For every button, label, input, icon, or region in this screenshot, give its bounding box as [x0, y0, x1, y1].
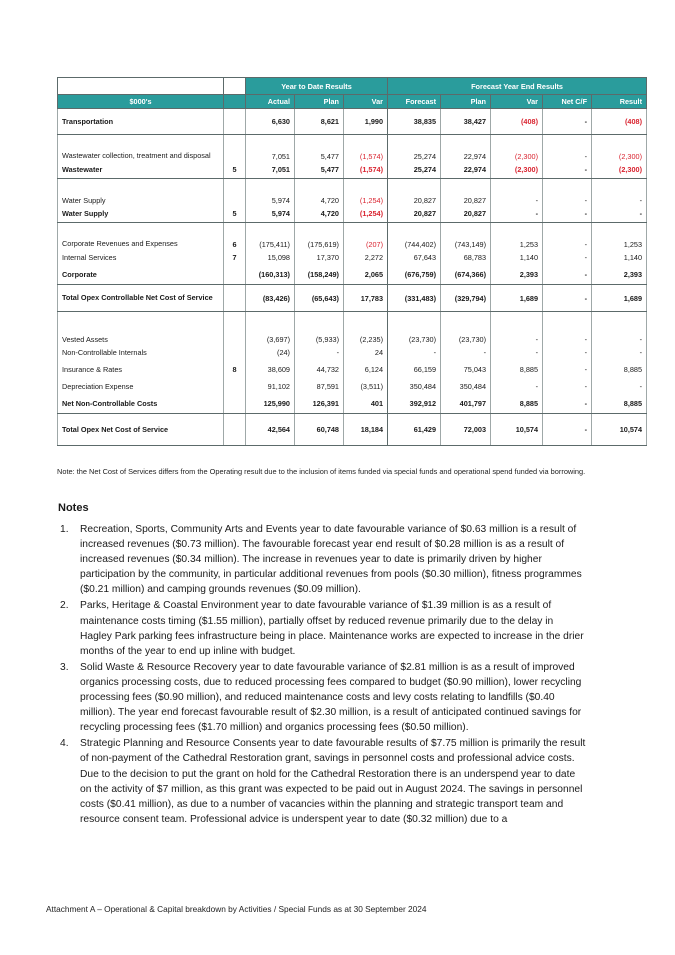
row-value: 6,630: [246, 109, 295, 135]
row-value: (5,933): [295, 312, 344, 344]
row-label: Corporate: [58, 266, 224, 285]
row-value: -: [592, 378, 647, 395]
row-value: 350,484: [441, 378, 491, 395]
row-value: 2,272: [344, 249, 388, 266]
row-value: (1,254): [344, 179, 388, 205]
row-value: (2,300): [491, 161, 543, 179]
row-value: (743,149): [441, 223, 491, 249]
col-header-var: Var: [344, 95, 388, 109]
row-value: 7,051: [246, 135, 295, 161]
row-value: 7,051: [246, 161, 295, 179]
row-label: Non-Controllable Internals: [58, 344, 224, 361]
row-label: Net Non-Controllable Costs: [58, 395, 224, 414]
row-value: (23,730): [441, 312, 491, 344]
group-header-blank: [58, 78, 224, 95]
row-value: (331,483): [388, 285, 441, 312]
note-text: Parks, Heritage & Coastal Environment year to date favourable variance of $1.39 million is as a result of maintenance costs timing ($1.55 million), partially offset by reduced revenue primarily due to the delay in Hagley Park parking fees infrastructure being in place. Maintenance works are expected to increase in the drier months of the year to end up inline with budget.: [80, 600, 584, 657]
row-value: 91,102: [246, 378, 295, 395]
row-value: -: [491, 378, 543, 395]
row-value: (2,300): [491, 135, 543, 161]
row-note-ref: [224, 414, 246, 446]
row-label: Water Supply: [58, 205, 224, 223]
row-value: 5,477: [295, 135, 344, 161]
note-number: 3.: [60, 661, 69, 673]
group-header-blank: [224, 78, 246, 95]
row-note-ref: [224, 344, 246, 361]
col-header-net-cf: Net C/F: [543, 95, 592, 109]
financial-summary-table: [57, 77, 647, 446]
table-row: [58, 378, 647, 395]
subtotal-row: [58, 285, 647, 312]
row-label: Vested Assets: [58, 312, 224, 344]
row-value: 22,974: [441, 161, 491, 179]
col-header-forecast-plan: Plan: [441, 95, 491, 109]
row-value: 1,689: [491, 285, 543, 312]
row-value: -: [491, 205, 543, 223]
row-value: 44,732: [295, 361, 344, 378]
table-row: [58, 135, 647, 161]
row-value: 401: [344, 395, 388, 414]
row-value: (674,366): [441, 266, 491, 285]
subtotal-row: [58, 109, 647, 135]
row-value: -: [543, 249, 592, 266]
row-value: 1,253: [592, 223, 647, 249]
row-value: (2,235): [344, 312, 388, 344]
row-value: 5,974: [246, 179, 295, 205]
row-label: Wastewater: [58, 161, 224, 179]
row-value: -: [592, 205, 647, 223]
row-note-ref: [224, 312, 246, 344]
row-value: 10,574: [491, 414, 543, 446]
group-header-row: [58, 78, 647, 95]
row-value: 87,591: [295, 378, 344, 395]
row-note-ref: 5: [224, 161, 246, 179]
row-value: -: [543, 344, 592, 361]
row-note-ref: [224, 266, 246, 285]
row-value: -: [491, 312, 543, 344]
row-value: 24: [344, 344, 388, 361]
row-value: 38,835: [388, 109, 441, 135]
table-row: [58, 223, 647, 249]
row-value: -: [543, 266, 592, 285]
column-header-row: [58, 95, 647, 109]
row-value: 38,609: [246, 361, 295, 378]
row-label: Corporate Revenues and Expenses: [58, 223, 224, 249]
row-label: Transportation: [58, 109, 224, 135]
row-value: (744,402): [388, 223, 441, 249]
row-value: 67,643: [388, 249, 441, 266]
row-note-ref: [224, 179, 246, 205]
row-value: 10,574: [592, 414, 647, 446]
row-value: -: [491, 344, 543, 361]
row-value: -: [543, 109, 592, 135]
row-note-ref: [224, 395, 246, 414]
subtotal-row: [58, 414, 647, 446]
row-value: (1,574): [344, 135, 388, 161]
row-value: 17,370: [295, 249, 344, 266]
row-value: 38,427: [441, 109, 491, 135]
col-header-plan: Plan: [295, 95, 344, 109]
row-value: 8,621: [295, 109, 344, 135]
row-note-ref: 5: [224, 205, 246, 223]
table-row: [58, 312, 647, 344]
row-label: Internal Services: [58, 249, 224, 266]
subtotal-row: [58, 205, 647, 223]
row-value: 2,393: [592, 266, 647, 285]
group-header-ytd: Year to Date Results: [246, 78, 388, 95]
row-value: (175,619): [295, 223, 344, 249]
row-note-ref: 7: [224, 249, 246, 266]
row-value: -: [543, 378, 592, 395]
row-value: 17,783: [344, 285, 388, 312]
row-value: 75,043: [441, 361, 491, 378]
row-value: 20,827: [388, 179, 441, 205]
row-value: 20,827: [441, 179, 491, 205]
col-header-result: Result: [592, 95, 647, 109]
row-value: -: [592, 312, 647, 344]
row-value: -: [543, 135, 592, 161]
note-text: Strategic Planning and Resource Consents year to date favourable results of $7.75 million is primarily the result of non-payment of the Cathedral Restoration grant, savings in personnel costs and professional advice costs. Due to the decision to put the grant on hold for the Cathedral Restoration there is an underspend year to date on the activity of $7 million, as this grant was expected to be paid out in August 2024. The savings in personnel costs ($0.41 million), as due to a number of vacancies within the planning and strategic transport team and resource consent team. Professional advice is underspent year to date ($0.32 million) due to a: [80, 738, 586, 825]
note-number: 2.: [60, 600, 69, 612]
row-value: (1,574): [344, 161, 388, 179]
page-footer: Attachment A – Operational & Capital breakdown by Activities / Special Funds as at 30 September 2024: [46, 904, 427, 914]
row-value: 25,274: [388, 161, 441, 179]
row-label: Wastewater collection, treatment and disposal: [58, 135, 224, 161]
row-value: 125,990: [246, 395, 295, 414]
col-header-note: [224, 95, 246, 109]
row-value: 392,912: [388, 395, 441, 414]
row-value: (408): [491, 109, 543, 135]
row-value: (2,300): [592, 135, 647, 161]
row-value: 126,391: [295, 395, 344, 414]
row-value: 15,098: [246, 249, 295, 266]
row-value: (1,254): [344, 205, 388, 223]
row-value: (676,759): [388, 266, 441, 285]
row-value: -: [592, 179, 647, 205]
row-value: -: [592, 344, 647, 361]
row-value: (408): [592, 109, 647, 135]
col-header-actual: Actual: [246, 95, 295, 109]
row-value: (175,411): [246, 223, 295, 249]
row-value: 66,159: [388, 361, 441, 378]
note-item: [60, 522, 586, 597]
table-row: [58, 249, 647, 266]
note-item: [60, 736, 586, 827]
row-value: 8,885: [491, 395, 543, 414]
row-value: 20,827: [441, 205, 491, 223]
row-value: (65,643): [295, 285, 344, 312]
row-value: 1,140: [592, 249, 647, 266]
row-value: (23,730): [388, 312, 441, 344]
table-footnote: Note: the Net Cost of Services differs from the Operating result due to the inclusion of items funded via special funds and operational spend funded via borrowing.: [57, 467, 586, 476]
row-value: 8,885: [491, 361, 543, 378]
row-value: (3,697): [246, 312, 295, 344]
row-value: -: [543, 361, 592, 378]
row-value: 4,720: [295, 205, 344, 223]
row-note-ref: [224, 378, 246, 395]
notes-heading: Notes: [58, 502, 89, 514]
row-value: 5,974: [246, 205, 295, 223]
col-header-forecast-var: Var: [491, 95, 543, 109]
note-number: 4.: [60, 738, 69, 750]
col-header-units: $000's: [58, 95, 224, 109]
table-row: [58, 344, 647, 361]
row-value: 6,124: [344, 361, 388, 378]
row-value: 5,477: [295, 161, 344, 179]
row-value: -: [543, 223, 592, 249]
row-value: 61,429: [388, 414, 441, 446]
row-value: -: [388, 344, 441, 361]
row-value: -: [543, 285, 592, 312]
row-value: 8,885: [592, 361, 647, 378]
row-label: Total Opex Controllable Net Cost of Service: [58, 285, 224, 312]
row-value: (160,313): [246, 266, 295, 285]
row-value: 1,253: [491, 223, 543, 249]
row-value: 4,720: [295, 179, 344, 205]
row-value: (2,300): [592, 161, 647, 179]
subtotal-row: [58, 395, 647, 414]
row-value: (83,426): [246, 285, 295, 312]
row-value: 60,748: [295, 414, 344, 446]
row-value: (207): [344, 223, 388, 249]
row-value: 42,564: [246, 414, 295, 446]
row-value: -: [543, 312, 592, 344]
row-label: Insurance & Rates: [58, 361, 224, 378]
row-value: -: [295, 344, 344, 361]
row-value: 350,484: [388, 378, 441, 395]
row-value: -: [543, 414, 592, 446]
row-value: -: [543, 161, 592, 179]
row-value: 1,689: [592, 285, 647, 312]
row-value: 2,065: [344, 266, 388, 285]
row-note-ref: 8: [224, 361, 246, 378]
row-value: 68,783: [441, 249, 491, 266]
row-value: -: [543, 205, 592, 223]
row-value: -: [543, 395, 592, 414]
row-value: (329,794): [441, 285, 491, 312]
note-text: Recreation, Sports, Community Arts and Events year to date favourable variance of $0.63 million is a result of increased revenues ($0.73 million). The favourable forecast year end result of $0.28 million is as a result of increased revenues ($0.34 million). The increase in revenues year to date is primarily driven by higher participation by the community, in particular additional revenues from pools ($0.30 million), fitness programmes ($0.21 million) and camping grounds revenues ($0.09 million).: [80, 524, 582, 596]
row-value: -: [543, 179, 592, 205]
row-label: Depreciation Expense: [58, 378, 224, 395]
note-item: [60, 598, 586, 658]
table-row: [58, 361, 647, 378]
row-value: 72,003: [441, 414, 491, 446]
row-note-ref: [224, 285, 246, 312]
row-value: (158,249): [295, 266, 344, 285]
row-value: 25,274: [388, 135, 441, 161]
subtotal-row: [58, 161, 647, 179]
row-value: 20,827: [388, 205, 441, 223]
row-value: -: [491, 179, 543, 205]
row-value: 401,797: [441, 395, 491, 414]
row-value: -: [441, 344, 491, 361]
note-text: Solid Waste & Resource Recovery year to date favourable variance of $2.81 million is as a result of improved organics processing costs, due to reduced processing fees compared to budget ($0.90 million), lower recycling processing fees ($0.90 million), and reduced maintenance costs and levy costs relating to landfills ($0.40 million). The year end forecast favourable result of $2.30 million, is a result of anticipated continued savings for recycling processing fees ($1.70 million) and organics processing fees ($0.50 million).: [80, 661, 582, 734]
row-note-ref: 6: [224, 223, 246, 249]
row-value: 1,140: [491, 249, 543, 266]
row-value: 8,885: [592, 395, 647, 414]
subtotal-row: [58, 266, 647, 285]
table-row: [58, 179, 647, 205]
row-value: 18,184: [344, 414, 388, 446]
row-note-ref: [224, 109, 246, 135]
row-label: Water Supply: [58, 179, 224, 205]
note-number: 1.: [60, 524, 69, 535]
row-value: (3,511): [344, 378, 388, 395]
row-value: 22,974: [441, 135, 491, 161]
group-header-forecast: Forecast Year End Results: [388, 78, 647, 95]
col-header-forecast: Forecast: [388, 95, 441, 109]
notes-list: [60, 522, 586, 828]
note-item: [60, 660, 586, 735]
row-value: (24): [246, 344, 295, 361]
row-label: Total Opex Net Cost of Service: [58, 414, 224, 446]
row-value: 2,393: [491, 266, 543, 285]
row-note-ref: [224, 135, 246, 161]
row-value: 1,990: [344, 109, 388, 135]
